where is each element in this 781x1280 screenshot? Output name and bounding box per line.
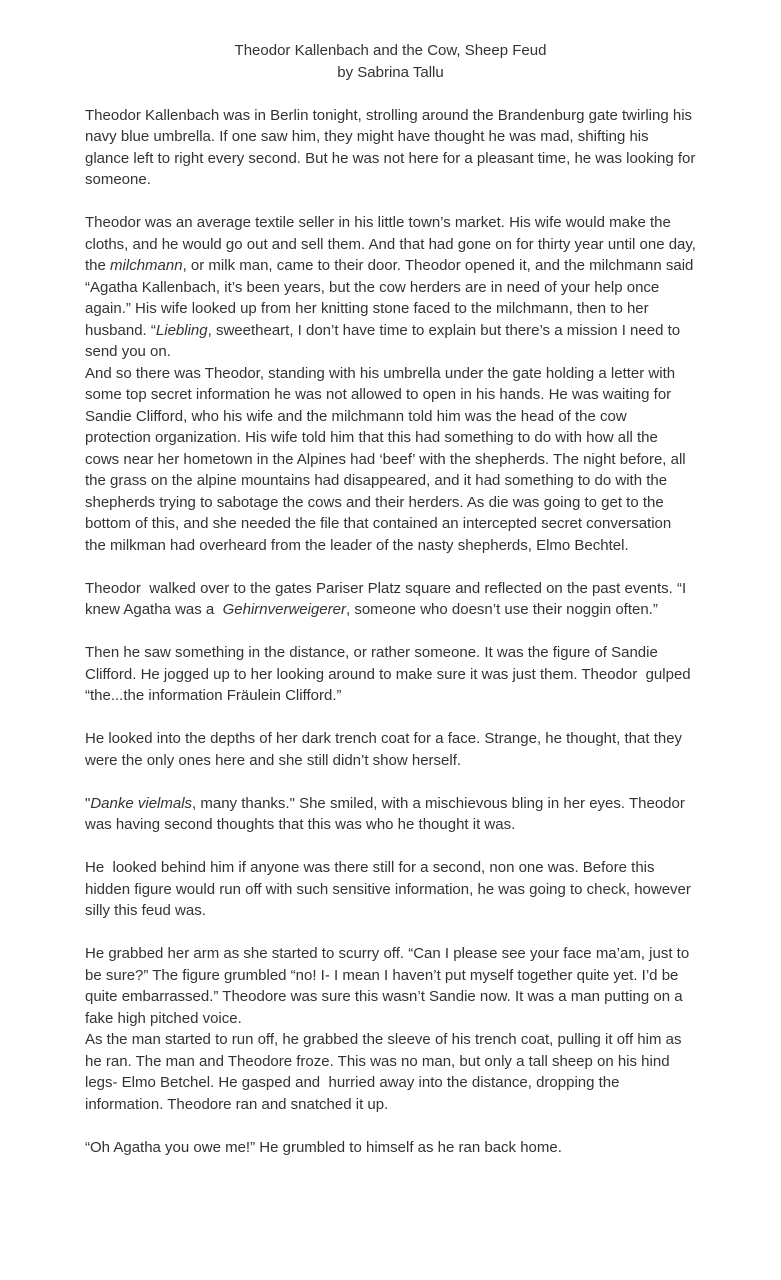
paragraph <box>85 857 696 922</box>
text-run: , sweetheart, I don’t have time to explain but there’s a mission I need to send you on. <box>85 321 685 360</box>
document-title: Theodor Kallenbach and the Cow, Sheep Feud <box>234 42 547 59</box>
italic-text-run: Danke vielmals <box>90 794 193 812</box>
paragraph <box>85 1137 696 1159</box>
text-run: “Oh Agatha you owe me!” He grumbled to himself as he ran back home. <box>85 1138 562 1156</box>
paragraph <box>85 363 696 557</box>
paragraph <box>85 642 696 707</box>
text-run: , someone who doesn’t use their noggin often.” <box>345 601 658 618</box>
document-page <box>85 40 701 1158</box>
text-run: Then he saw something in the distance, or rather someone. It was the figure of Sandie Clifford. He jogged up to her looking around to make sure it was just them. Theodor gulped “the...the information Fräulein Clifford.” <box>85 644 695 704</box>
text-run: As the man started to run off, he grabbed the sleeve of his trench coat, pulling it off him as he ran. The man and Theodore froze. This was no man, but only a tall sheep on his hind legs- Elmo Betchel. He gasped and hurried away into the distance, dropping the information. Theodore ran and snatched it up. <box>85 1031 686 1113</box>
paragraph <box>85 793 696 836</box>
document-byline: by Sabrina Tallu <box>337 63 444 81</box>
document-body <box>85 105 701 1159</box>
paragraph <box>85 1029 696 1115</box>
italic-text-run: milchmann <box>110 257 183 274</box>
paragraph <box>85 105 700 191</box>
text-run: Theodor walked over to the gates Pariser Platz square and reflected on the past events. “I knew Agatha was a <box>85 579 691 618</box>
text-run: He looked into the depths of her dark trench coat for a face. Strange, he thought, that they were the only ones here and she still didn’t show herself. <box>85 730 687 769</box>
paragraph <box>85 578 696 621</box>
italic-text-run: Gehirnverweigerer <box>222 601 346 618</box>
text-run: Theodor Kallenbach was in Berlin tonight, strolling around the Brandenburg gate twirling his navy blue umbrella. If one saw him, they might have thought he was mad, shifting his glance left to right every second. But he was not here for a pleasant time, he was looking for someone. <box>85 106 700 188</box>
text-run: Theodor was an average textile seller in his little town’s market. His wife would make the cloths, and he would go out and sell them. And that had gone on for thirty year until one day, the <box>85 214 701 274</box>
text-run: , many thanks." She smiled, with a mischievous bling in her eyes. Theodor was having second thoughts that this was who he thought it was. <box>85 794 690 833</box>
text-run: , or milk man, came to their door. Theodor opened it, and the milchmann said “Agatha Kallenbach, it’s been years, but the cow herders are in need of your help once again.” His wife looked up from her knitting stone faced to the milchmann, then to her husband. “ <box>85 257 698 339</box>
paragraph <box>85 212 701 363</box>
paragraph <box>85 943 696 1029</box>
text-run: He grabbed her arm as she started to scurry off. “Can I please see your face ma’am, just to be sure?” The figure grumbled “no! I- I mean I haven’t put myself together quite yet. I’d be quite embarrassed.” Theodore was sure this wasn’t Sandie now. It was a man putting on a fake high pitched voice. <box>85 945 694 1027</box>
text-run: " <box>85 794 91 812</box>
italic-text-run: Liebling <box>155 321 208 339</box>
text-run: And so there was Theodor, standing with his umbrella under the gate holding a letter with some top secret information he was not allowed to open in his hands. He was waiting for Sandie Clifford, who his wife and the milchmann told him was the head of the cow protection organization. His wife told him that this had something to do with how all the cows near her hometown in the Alpines had ‘beef’ with the shepherds. The night before, all the grass on the alpine mountains had disappeared, and it had something to do with the shepherds trying to sabotage the cows and their herders. As die was going to get to the bottom of this, and she needed the file that contained an intercepted secret conversation the milkman had overheard from the leader of the nasty shepherds, Elmo Bechtel. <box>85 364 690 554</box>
paragraph <box>85 728 696 771</box>
text-run: He looked behind him if anyone was there still for a second, non one was. Before this hidden figure would run off with such sensitive information, he was going to check, however silly this feud was. <box>85 859 696 919</box>
